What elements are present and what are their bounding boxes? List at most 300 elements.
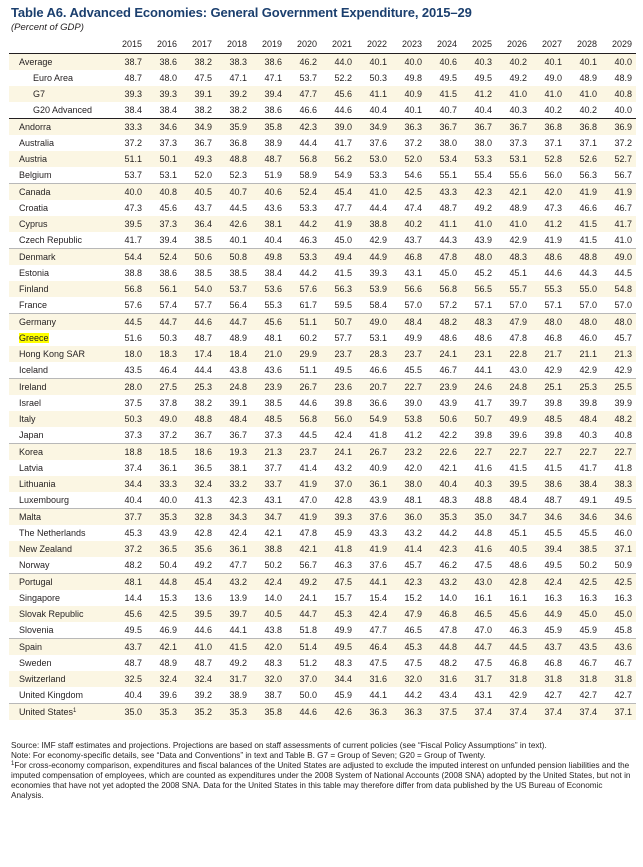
value-cell: 39.5 [124, 219, 142, 229]
value-cell: 50.3 [124, 414, 142, 424]
value-cell: 39.3 [124, 89, 142, 99]
table-row [9, 557, 636, 574]
row-label-text: Slovak Republic [19, 609, 84, 619]
value-cell: 48.7 [264, 154, 282, 164]
value-cell: 22.7 [544, 447, 562, 457]
value-cell: 40.2 [404, 219, 422, 229]
value-cell: 42.7 [601, 687, 636, 704]
row-label-text: Germany [19, 317, 57, 327]
value-cell: 37.4 [544, 707, 562, 717]
value-cell: 39.5 [194, 609, 212, 619]
value-cell: 23.7 [299, 447, 317, 457]
value-cell: 42.4 [321, 427, 356, 444]
value-cell: 50.7 [474, 414, 492, 424]
value-cell: 47.7 [334, 203, 352, 213]
value-cell: 42.7 [566, 687, 601, 704]
value-cell: 24.1 [334, 447, 352, 457]
value-cell: 49.8 [404, 73, 422, 83]
value-cell: 41.5 [229, 642, 247, 652]
value-cell: 42.2 [426, 427, 461, 444]
value-cell: 57.1 [531, 297, 566, 314]
value-cell: 41.6 [474, 544, 492, 554]
value-cell: 40.4 [111, 687, 146, 704]
value-cell: 55.4 [461, 167, 496, 184]
convention-note: Note: For economy-specific details, see “Data and Conventions” in text and Table B. G7 = Group of Seven; G20 = Group of Twenty. [11, 751, 486, 761]
value-cell: 39.4 [146, 232, 181, 249]
value-cell: 44.2 [299, 268, 317, 278]
value-cell: 38.0 [404, 479, 422, 489]
year-header-2020: 2020 [286, 35, 321, 54]
value-cell: 53.3 [356, 167, 391, 184]
value-cell: 48.9 [159, 658, 177, 668]
value-cell: 45.4 [194, 577, 212, 587]
value-cell: 57.6 [299, 284, 317, 294]
value-cell: 23.6 [334, 382, 352, 392]
table-row [9, 167, 636, 184]
value-cell: 41.0 [601, 232, 636, 249]
value-cell: 41.0 [509, 219, 527, 229]
value-cell: 55.1 [426, 167, 461, 184]
value-cell: 48.4 [579, 414, 597, 424]
value-cell: 19.3 [229, 447, 247, 457]
value-cell: 31.6 [369, 674, 387, 684]
value-cell: 50.2 [251, 557, 286, 574]
value-cell: 38.5 [229, 268, 247, 278]
value-cell: 38.2 [181, 102, 216, 119]
value-cell: 23.9 [439, 382, 457, 392]
value-cell: 39.3 [334, 512, 352, 522]
value-cell: 43.0 [474, 577, 492, 587]
value-cell: 44.8 [159, 577, 177, 587]
value-cell: 56.5 [474, 284, 492, 294]
value-cell: 41.7 [614, 219, 632, 229]
row-label-text: Euro Area [33, 73, 74, 83]
value-cell: 44.6 [321, 102, 356, 119]
value-cell: 47.5 [194, 73, 212, 83]
value-cell: 53.1 [146, 167, 181, 184]
value-cell: 39.4 [264, 89, 282, 99]
value-cell: 37.3 [509, 138, 527, 148]
row-label-text: United States [19, 707, 74, 717]
value-cell: 41.5 [509, 463, 527, 473]
value-cell: 37.8 [159, 398, 177, 408]
value-cell: 57.0 [566, 297, 601, 314]
value-cell: 46.6 [286, 102, 321, 119]
value-cell: 55.0 [579, 284, 597, 294]
table-row [9, 509, 636, 526]
value-cell: 42.7 [531, 687, 566, 704]
value-cell: 45.9 [566, 622, 601, 639]
value-cell: 51.1 [299, 317, 317, 327]
value-cell: 48.9 [614, 73, 632, 83]
value-cell: 44.8 [474, 528, 492, 538]
value-cell: 13.6 [194, 593, 212, 603]
value-cell: 43.8 [216, 362, 251, 379]
value-cell: 39.8 [461, 427, 496, 444]
value-cell: 43.4 [426, 687, 461, 704]
row-label [9, 622, 111, 639]
row-label-text: Czech Republic [19, 235, 83, 245]
value-cell: 48.0 [159, 73, 177, 83]
value-cell: 16.3 [544, 593, 562, 603]
table-row [9, 687, 636, 704]
value-cell: 40.9 [404, 89, 422, 99]
value-cell: 48.2 [439, 658, 457, 668]
row-label-text: United Kingdom [19, 690, 84, 700]
value-cell: 32.4 [159, 674, 177, 684]
value-cell: 36.0 [404, 512, 422, 522]
table-body [9, 54, 636, 721]
value-cell: 45.9 [334, 528, 352, 538]
year-header-row [9, 35, 636, 54]
value-cell: 55.3 [544, 284, 562, 294]
value-cell: 38.3 [614, 479, 632, 489]
value-cell: 21.3 [614, 349, 632, 359]
row-label [9, 460, 111, 476]
row-label-text: Average [19, 57, 53, 67]
value-cell: 41.7 [111, 232, 146, 249]
table-row [9, 655, 636, 671]
value-cell: 36.8 [544, 122, 562, 132]
value-cell: 25.3 [579, 382, 597, 392]
value-cell: 44.1 [369, 577, 387, 587]
value-cell: 45.3 [404, 642, 422, 652]
value-cell: 35.3 [439, 512, 457, 522]
value-cell: 40.6 [264, 187, 282, 197]
value-cell: 40.1 [391, 102, 426, 119]
value-cell: 34.9 [194, 122, 212, 132]
value-cell: 36.7 [509, 122, 527, 132]
value-cell: 47.0 [286, 492, 321, 509]
row-label-text: Andorra [19, 122, 52, 132]
value-cell: 41.9 [579, 187, 597, 197]
value-cell: 38.4 [579, 479, 597, 489]
table-row [9, 639, 636, 656]
value-cell: 47.4 [404, 203, 422, 213]
value-cell: 45.3 [334, 609, 352, 619]
header-label-cell [9, 35, 111, 54]
value-cell: 43.7 [124, 642, 142, 652]
value-cell: 40.8 [601, 427, 636, 444]
table-subtitle: (Percent of GDP) [11, 22, 84, 33]
row-label-text: Austria [19, 154, 48, 164]
year-header-2025: 2025 [461, 35, 496, 54]
row-label-text: Italy [19, 414, 36, 424]
value-cell: 48.0 [474, 252, 492, 262]
value-cell: 31.8 [579, 674, 597, 684]
row-label [9, 525, 111, 541]
value-cell: 43.3 [439, 187, 457, 197]
row-label [9, 54, 111, 71]
value-cell: 40.1 [369, 57, 387, 67]
value-cell: 42.1 [299, 544, 317, 554]
row-label [9, 606, 111, 622]
table-row [9, 249, 636, 266]
footnote-marker: 1 [11, 761, 15, 768]
value-cell: 47.8 [509, 333, 527, 343]
value-cell: 42.0 [264, 642, 282, 652]
value-cell: 25.5 [614, 382, 632, 392]
value-cell: 38.2 [216, 102, 251, 119]
value-cell: 40.0 [614, 57, 632, 67]
table-row [9, 330, 636, 346]
value-cell: 50.2 [566, 557, 601, 574]
us-footnote-text: For cross-economy comparison, expenditures and fiscal balances of the United States are adjusted to exclude the imputed interest on unfunded pension liabilities and the imputed compensation of employees, which are counted as expenditures under the 2008 System of National Accounts (2008 SNA) adopted by the United States, but not in economies that have not yet adopted the 2008 SNA. Data for the United States in this table may therefore differ from data published by the US Bureau of Economic Analysis. [11, 761, 631, 801]
value-cell: 40.2 [509, 57, 527, 67]
value-cell: 44.3 [579, 268, 597, 278]
value-cell: 45.6 [264, 317, 282, 327]
value-cell: 37.3 [159, 219, 177, 229]
value-cell: 48.7 [439, 203, 457, 213]
value-cell: 53.3 [299, 203, 317, 213]
value-cell: 36.1 [229, 544, 247, 554]
table-row [9, 460, 636, 476]
value-cell: 44.7 [159, 317, 177, 327]
value-cell: 48.3 [426, 492, 461, 509]
value-cell: 47.1 [264, 73, 282, 83]
value-cell: 41.7 [474, 398, 492, 408]
value-cell: 37.7 [124, 512, 142, 522]
value-cell: 46.8 [544, 658, 562, 668]
value-cell: 44.2 [391, 687, 426, 704]
value-cell: 38.0 [474, 138, 492, 148]
value-cell: 40.4 [439, 479, 457, 489]
value-cell: 40.8 [159, 187, 177, 197]
value-cell: 45.0 [614, 609, 632, 619]
value-cell: 41.9 [614, 187, 632, 197]
value-cell: 44.2 [299, 219, 317, 229]
value-cell: 41.8 [614, 463, 632, 473]
value-cell: 39.2 [181, 687, 216, 704]
value-cell: 39.8 [531, 427, 566, 444]
row-label-text: Cyprus [19, 219, 48, 229]
value-cell: 33.3 [124, 122, 142, 132]
value-cell: 50.3 [159, 333, 177, 343]
row-label-text: Hong Kong SAR [19, 349, 86, 359]
value-cell: 36.5 [194, 463, 212, 473]
value-cell: 40.7 [229, 187, 247, 197]
value-cell: 28.3 [369, 349, 387, 359]
value-cell: 45.6 [509, 609, 527, 619]
value-cell: 44.1 [356, 687, 391, 704]
value-cell: 52.3 [216, 167, 251, 184]
value-cell: 23.7 [404, 349, 422, 359]
value-cell: 38.1 [229, 463, 247, 473]
value-cell: 37.5 [439, 707, 457, 717]
row-label [9, 655, 111, 671]
row-label-text: Greece [19, 333, 49, 343]
value-cell: 34.7 [264, 512, 282, 522]
value-cell: 37.0 [334, 479, 352, 489]
value-cell: 54.9 [369, 414, 387, 424]
value-cell: 57.0 [601, 297, 636, 314]
value-cell: 44.5 [124, 317, 142, 327]
value-cell: 39.6 [146, 687, 181, 704]
row-label-text: Malta [19, 512, 42, 522]
value-cell: 40.4 [356, 102, 391, 119]
value-cell: 54.9 [321, 167, 356, 184]
row-label-text: Iceland [19, 365, 49, 375]
value-cell: 42.9 [531, 362, 566, 379]
value-cell: 45.0 [439, 268, 457, 278]
value-cell: 42.0 [544, 187, 562, 197]
value-cell: 40.3 [566, 427, 601, 444]
value-cell: 48.5 [544, 414, 562, 424]
row-label [9, 395, 111, 411]
value-cell: 48.3 [334, 658, 352, 668]
value-cell: 23.2 [404, 447, 422, 457]
value-cell: 42.8 [321, 492, 356, 509]
value-cell: 48.8 [194, 414, 212, 424]
value-cell: 52.8 [544, 154, 562, 164]
value-cell: 16.1 [474, 593, 492, 603]
value-cell: 48.8 [461, 492, 496, 509]
value-cell: 50.7 [334, 317, 352, 327]
value-cell: 41.7 [579, 463, 597, 473]
year-header-2028: 2028 [566, 35, 601, 54]
value-cell: 38.5 [181, 232, 216, 249]
value-cell: 49.0 [159, 414, 177, 424]
table-row [9, 411, 636, 427]
value-cell: 42.1 [509, 187, 527, 197]
value-cell: 32.0 [264, 674, 282, 684]
value-cell: 49.2 [229, 658, 247, 668]
value-cell: 42.3 [474, 187, 492, 197]
value-cell: 55.3 [251, 297, 286, 314]
value-cell: 44.7 [299, 609, 317, 619]
value-cell: 41.1 [439, 219, 457, 229]
value-cell: 46.5 [391, 622, 426, 639]
value-cell: 45.9 [321, 687, 356, 704]
value-cell: 51.9 [251, 167, 286, 184]
value-cell: 44.7 [474, 642, 492, 652]
row-label [9, 492, 111, 509]
table-row [9, 476, 636, 492]
table-row [9, 622, 636, 639]
value-cell: 32.4 [194, 479, 212, 489]
value-cell: 44.1 [461, 362, 496, 379]
value-cell: 40.0 [124, 187, 142, 197]
value-cell: 16.3 [579, 593, 597, 603]
value-cell: 48.7 [124, 658, 142, 668]
value-cell: 48.9 [579, 73, 597, 83]
value-cell: 40.3 [474, 57, 492, 67]
value-cell: 41.5 [334, 268, 352, 278]
row-label-text: Croatia [19, 203, 49, 213]
row-label [9, 135, 111, 151]
value-cell: 39.8 [544, 398, 562, 408]
value-cell: 47.9 [509, 317, 527, 327]
value-cell: 14.0 [439, 593, 457, 603]
value-cell: 48.6 [439, 333, 457, 343]
value-cell: 39.8 [579, 398, 597, 408]
row-label-text: Australia [19, 138, 55, 148]
value-cell: 44.6 [299, 398, 317, 408]
row-label [9, 541, 111, 557]
value-cell: 39.0 [334, 122, 352, 132]
value-cell: 32.0 [404, 674, 422, 684]
value-cell: 47.7 [356, 622, 391, 639]
value-cell: 54.4 [124, 252, 142, 262]
value-cell: 21.7 [544, 349, 562, 359]
value-cell: 57.0 [391, 297, 426, 314]
value-cell: 43.2 [334, 463, 352, 473]
value-cell: 37.3 [111, 427, 146, 444]
value-cell: 37.5 [124, 398, 142, 408]
value-cell: 40.8 [614, 89, 632, 99]
value-cell: 48.1 [264, 333, 282, 343]
value-cell: 50.6 [439, 414, 457, 424]
value-cell: 36.5 [159, 544, 177, 554]
row-label-text: Belgium [19, 170, 52, 180]
row-label [9, 639, 111, 656]
value-cell: 54.8 [614, 284, 632, 294]
row-label [9, 184, 111, 201]
row-label [9, 86, 111, 102]
value-cell: 44.1 [216, 622, 251, 639]
row-label-text: New Zealand [19, 544, 73, 554]
value-cell: 49.9 [404, 333, 422, 343]
value-cell: 48.9 [509, 203, 527, 213]
value-cell: 38.8 [124, 268, 142, 278]
table-row [9, 541, 636, 557]
value-cell: 18.8 [124, 447, 142, 457]
table-row [9, 362, 636, 379]
table-row [9, 86, 636, 102]
value-cell: 45.9 [531, 622, 566, 639]
value-cell: 18.5 [159, 447, 177, 457]
row-label-text: Luxembourg [19, 495, 70, 505]
table-row [9, 70, 636, 86]
row-label-text: Lithuania [19, 479, 56, 489]
value-cell: 49.0 [614, 252, 632, 262]
value-cell: 37.4 [474, 707, 492, 717]
year-header-2019: 2019 [251, 35, 286, 54]
table-row [9, 102, 636, 119]
value-cell: 40.5 [264, 609, 282, 619]
value-cell: 41.0 [579, 89, 597, 99]
value-cell: 41.9 [531, 232, 566, 249]
table-row [9, 379, 636, 396]
value-cell: 45.3 [124, 528, 142, 538]
value-cell: 39.0 [404, 398, 422, 408]
value-cell: 44.2 [439, 528, 457, 538]
value-cell: 41.7 [334, 138, 352, 148]
table-title: Table A6. Advanced Economies: General Government Expenditure, 2015–29 [11, 5, 472, 20]
value-cell: 48.1 [391, 492, 426, 509]
value-cell: 46.5 [474, 609, 492, 619]
value-cell: 52.0 [404, 154, 422, 164]
value-cell: 17.4 [194, 349, 212, 359]
value-cell: 50.3 [369, 73, 387, 83]
value-cell: 42.5 [159, 609, 177, 619]
table-row [9, 590, 636, 606]
row-label [9, 444, 111, 461]
value-cell: 54.0 [194, 284, 212, 294]
value-cell: 48.3 [474, 317, 492, 327]
value-cell: 36.7 [439, 122, 457, 132]
row-label [9, 427, 111, 444]
value-cell: 42.0 [404, 463, 422, 473]
value-cell: 31.8 [544, 674, 562, 684]
value-cell: 42.8 [509, 577, 527, 587]
value-cell: 37.6 [356, 557, 391, 574]
value-cell: 46.8 [544, 333, 562, 343]
value-cell: 46.7 [614, 658, 632, 668]
value-cell: 38.6 [159, 268, 177, 278]
value-cell: 22.7 [474, 447, 492, 457]
value-cell: 41.5 [544, 463, 562, 473]
